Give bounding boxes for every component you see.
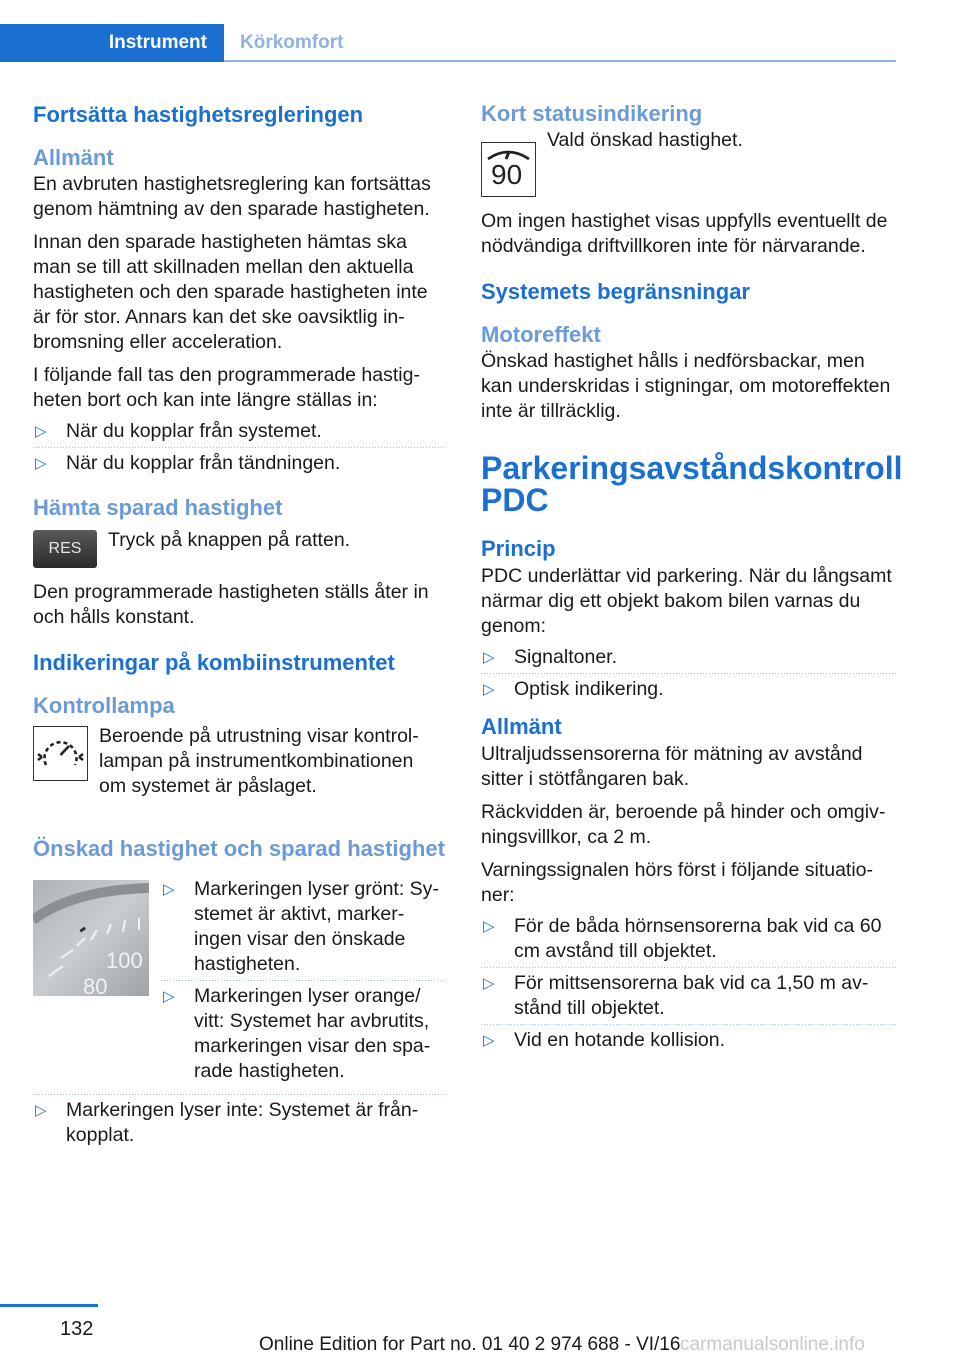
speed-90-indicator-icon — [481, 142, 536, 197]
header-divider — [224, 60, 896, 62]
heading-indikeringar: Indikeringar på kombiinstrumentet — [33, 650, 395, 675]
bullet-list-4 — [481, 645, 896, 702]
res-button-icon: RES — [33, 530, 97, 568]
paragraph-1: En avbruten hastighetsreglering kan fortsättas genom hämtning av den sparade hastigheten. — [33, 173, 431, 220]
paragraph-2: Innan den sparade hastigheten hämtas ska man se till att skillnaden mellan den aktuella hastigheten och den sparade hastigheten inte är för stor. Annars kan det ske oavsiktlig inbromsning eller acceleration. — [33, 231, 428, 353]
heading-onskad: Önskad hastighet och sparad hastighet — [33, 836, 445, 861]
speed-90-value: 90 — [491, 159, 523, 190]
list-item: ▷ För de båda hörnsensorerna bak vid ca 60 cm avstånd till objektet. — [483, 915, 882, 962]
tab-korkomfort[interactable]: Körkomfort — [240, 32, 344, 53]
kontrollampa-text: Beroende på utrustning visar kontrollampan på instrumentkombinationen om systemet är påslaget. — [99, 725, 419, 797]
footer-divider — [0, 1304, 98, 1307]
triangle-bullet-icon: ▷ — [483, 649, 495, 666]
page-header — [0, 0, 960, 64]
paragraph-10: Varningssignalen hörs först i följande situationer: — [481, 859, 874, 906]
list-item: ▷ Signaltoner. — [483, 646, 617, 668]
triangle-bullet-icon: ▷ — [483, 681, 495, 698]
paragraph-3: I följande fall tas den programmerade hastigheten bort och kan inte längre ställas in: — [33, 364, 420, 411]
triangle-bullet-icon: ▷ — [163, 881, 175, 898]
list-item: ▷ När du kopplar från systemet. — [35, 420, 322, 442]
bullet-list-1 — [33, 419, 445, 476]
paragraph-8: Ultraljudssensorerna för mätning av avstånd sitter i stötfångaren bak. — [481, 743, 863, 790]
list-item: ▷ Markeringen lyser orange/ vitt: Systemet har avbrutits, markeringen visar den sparade hastigheten. — [161, 984, 445, 1084]
edition-text: Online Edition for Part no. 01 40 2 974 688 - VI/16 — [259, 1334, 681, 1355]
heading-motoreffekt: Motoreffekt — [481, 322, 601, 347]
gauge-label-80: 80 — [83, 974, 108, 996]
heading-systemets: Systemets begränsningar — [481, 279, 750, 304]
list-item: ▷ Markeringen lyser grönt: Systemet är aktivt, markeringen visar den önskade hastigheten. — [163, 878, 439, 975]
heading-allmant-2: Allmänt — [481, 714, 562, 739]
left-column — [33, 100, 445, 1155]
watermark: carmanualsonline.info — [680, 1334, 865, 1355]
paragraph-7: PDC underlättar vid parkering. När du långsamt närmar dig ett objekt bakom bilen varnas du genom: — [481, 565, 892, 637]
paragraph-4: Den programmerade hastigheten ställs åter in och hålls konstant. — [33, 581, 429, 628]
triangle-bullet-icon: ▷ — [483, 975, 495, 992]
paragraph-9: Räckvidden är, beroende på hinder och omgivningsvillkor, ca 2 m. — [481, 801, 886, 848]
bullet-list-2 — [161, 877, 445, 1091]
cruise-control-lamp-icon — [33, 726, 88, 781]
res-row — [33, 528, 445, 568]
page-number: 132 — [60, 1318, 94, 1340]
list-item: ▷ Optisk indikering. — [481, 677, 896, 702]
kort-text: Vald önskad hastighet. — [547, 129, 743, 151]
triangle-bullet-icon: ▷ — [35, 423, 47, 440]
bullet-list-5 — [481, 914, 896, 1053]
list-item: ▷ Vid en hotande kollision. — [481, 1028, 896, 1053]
kort-row — [481, 129, 896, 197]
speedometer-gauge-image — [33, 880, 149, 996]
right-column — [481, 100, 903, 1060]
list-item: ▷ Markeringen lyser inte: Systemet är frånkopplat. — [33, 1098, 445, 1148]
heading-princip: Princip — [481, 536, 556, 561]
list-item: ▷ När du kopplar från tändningen. — [33, 451, 445, 476]
heading-kort: Kort statusindikering — [481, 101, 703, 126]
triangle-bullet-icon: ▷ — [35, 455, 47, 472]
heading-pdc-line2: PDC — [481, 482, 549, 518]
triangle-bullet-icon: ▷ — [483, 1032, 495, 1049]
heading-hamta: Hämta sparad hastighet — [33, 495, 283, 520]
triangle-bullet-icon: ▷ — [35, 1102, 47, 1119]
bullet-list-3 — [33, 1098, 445, 1148]
paragraph-5: Om ingen hastighet visas uppfylls eventuellt de nödvändiga driftvillkoren inte för närvarande. — [481, 210, 888, 257]
heading-kontrollampa: Kontrollampa — [33, 693, 175, 718]
gauge-label-100: 100 — [106, 948, 143, 973]
triangle-bullet-icon: ▷ — [163, 988, 175, 1005]
triangle-bullet-icon: ▷ — [483, 918, 495, 935]
kontrollampa-row — [33, 724, 445, 799]
heading-fortsatta: Fortsätta hastighetsregleringen — [33, 102, 364, 127]
res-text: Tryck på knappen på ratten. — [108, 529, 351, 551]
tab-instrument[interactable]: Instrument — [0, 24, 224, 62]
heading-allmant: Allmänt — [33, 145, 114, 170]
paragraph-6: Önskad hastighet hålls i nedförsbackar, men kan underskridas i stigningar, om motoreffekten inte är tillräcklig. — [481, 350, 891, 422]
gauge-section — [33, 877, 445, 1091]
heading-pdc-line1: Parkeringsavståndskontroll — [481, 450, 903, 486]
list-item: ▷ För mittsensorerna bak vid ca 1,50 m avstånd till objektet. — [481, 971, 896, 1021]
